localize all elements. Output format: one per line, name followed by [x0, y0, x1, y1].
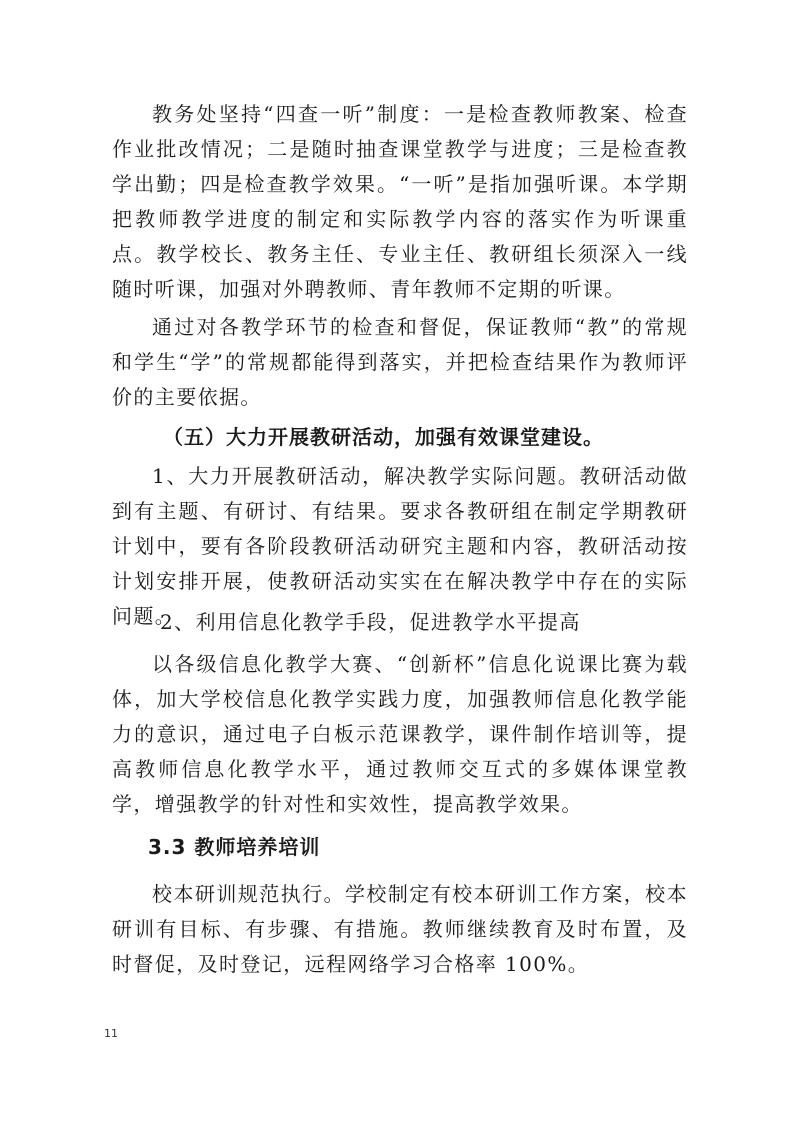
section-heading-teacher-training: 3.3 教师培养培训 [148, 835, 321, 859]
section-heading-teaching-research: （五）大力开展教研活动，加强有效课堂建设。 [163, 425, 604, 449]
paragraph-teaching-research-activities: 1、大力开展教研活动，解决教学实际问题。教研活动做到有主题、有研讨、有结果。要求各教研组在制定学期教研计划中，要有各阶段教研活动研究主题和内容，教研活动按计划安排开展，使教研活动实实在在解决教学中存在的实际问题。 [112, 464, 688, 628]
paragraph-four-checks-one-listen: 教务处坚持“四查一听”制度：一是检查教师教案、检查作业批改情况；二是随时抽查课堂教学与进度；三是检查教学出勤；四是检查教学效果。“一听”是指加强听课。本学期把教师教学进度的制定和实际教学内容的落实作为听课重点。教学校长、教务主任、专业主任、教研组长须深入一线随时听课，加强对外聘教师、青年教师不定期的听课。 [112, 102, 688, 301]
page-number: 11 [104, 1027, 118, 1040]
paragraph-school-based-training: 校本研训规范执行。学校制定有校本研训工作方案，校本研训有目标、有步骤、有措施。教师继续教育及时布置，及时督促，及时登记，远程网络学习合格率 100%。 [112, 882, 688, 976]
paragraph-information-teaching: 以各级信息化教学大赛、“创新杯”信息化说课比赛为载体，加大学校信息化教学实践力度，加强教师信息化教学能力的意识，通过电子白板示范课教学，课件制作培训等，提高教师信息化教学水平，通过教师交互式的多媒体课堂教学，增强教学的针对性和实效性，提高教学效果。 [112, 652, 688, 816]
subheading-information-teaching: 2、利用信息化教学手段，促进教学水平提高 [160, 610, 581, 634]
paragraph-inspection-supervision: 通过对各教学环节的检查和督促，保证教师“教”的常规和学生“学”的常规都能得到落实，并把检查结果作为教师评价的主要依据。 [112, 315, 688, 409]
